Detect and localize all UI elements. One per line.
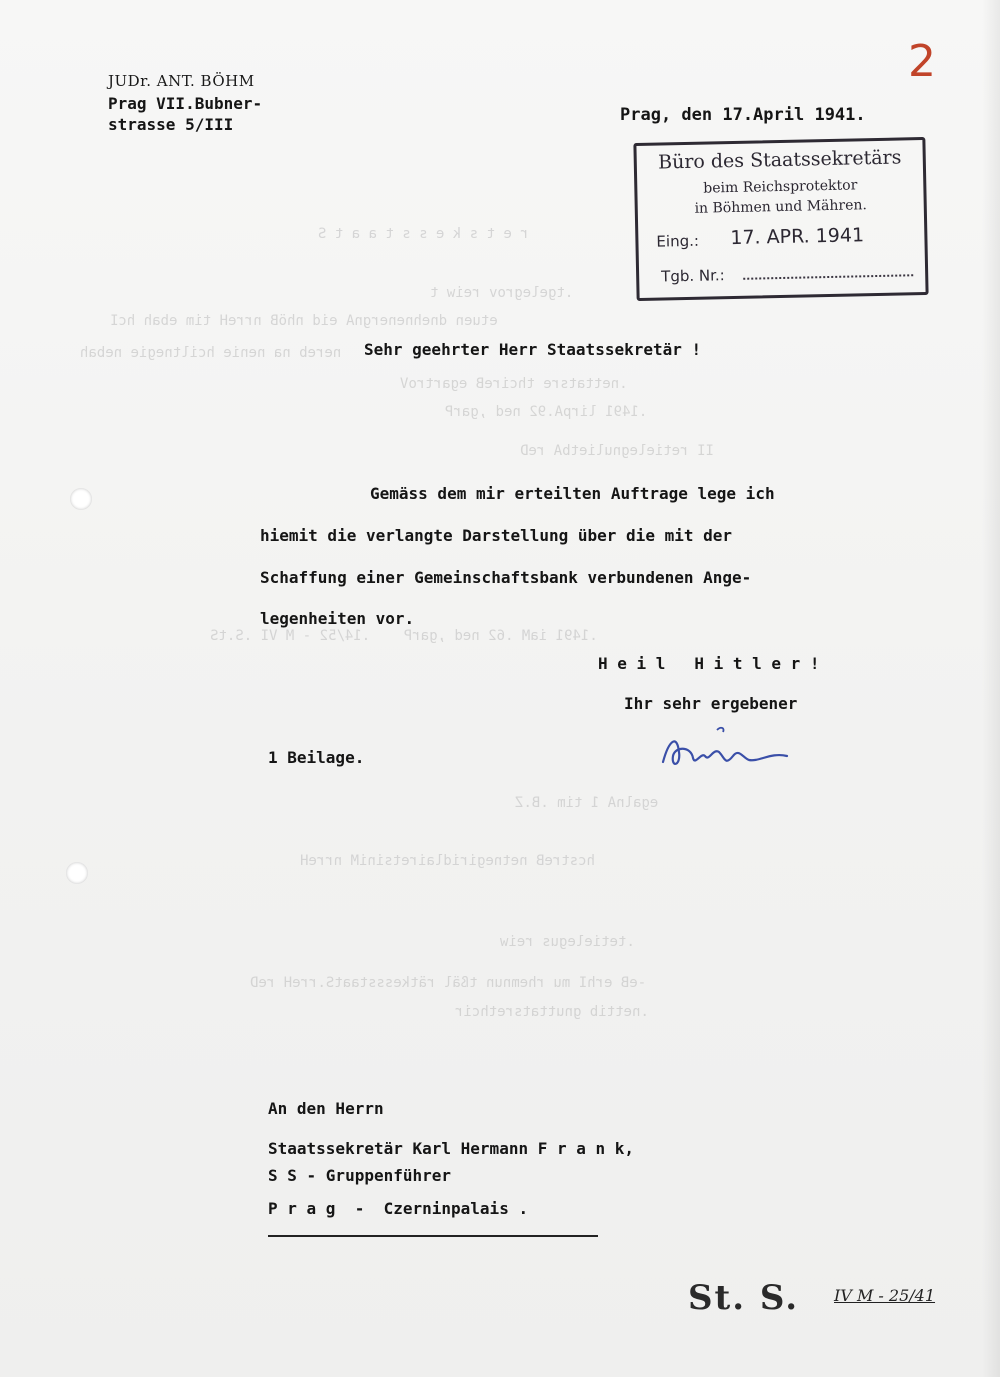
show-through-text: r e t s k e s s t a a t S	[318, 226, 529, 242]
page-edge-shadow	[982, 0, 1000, 1377]
show-through-text: .1491 iaM .62 ned ,garP .14/52 - M VI .S.tS	[210, 628, 598, 644]
recipient-line-4: P r a g - Czerninpalais .	[268, 1199, 529, 1218]
receipt-stamp	[633, 137, 928, 301]
show-through-text: .tetielegus reiw	[500, 934, 635, 950]
body-line-4: legenheiten vor.	[260, 609, 415, 628]
closing-formula: Ihr sehr ergebener	[624, 694, 798, 713]
show-through-text: .nettib gnuttatsrethcir	[455, 1004, 649, 1020]
recipient-line-3: S S - Gruppenführer	[268, 1166, 452, 1185]
stamp-office-line-2: beim Reichsprotektor	[703, 177, 858, 197]
show-through-text: .nettatsre thcireB egartroV	[400, 376, 628, 392]
show-through-text: egalnA 1 tim .B.Z	[515, 795, 659, 811]
stamp-received-date: 17. APR. 1941	[730, 224, 865, 250]
folio-number: 2	[908, 36, 936, 87]
stamp-journal-label: Tgb. Nr.:	[660, 266, 725, 286]
closing-greeting: H e i l H i t l e r !	[598, 654, 820, 673]
recipient-underline	[268, 1235, 598, 1237]
stamp-journal-line	[743, 274, 913, 280]
place-date: Prag, den 17.April 1941.	[620, 105, 866, 125]
punch-hole-lower	[66, 862, 88, 884]
stamp-office-line: Büro des Staatssekretärs	[657, 146, 902, 174]
show-through-text: .1491 lirpA.92 ned ,garP	[445, 404, 648, 420]
stamp-office-line-3: in Böhmen und Mähren.	[694, 197, 868, 217]
signature	[655, 722, 805, 782]
letterhead-address-line-1: Prag VII.Bubner-	[108, 94, 263, 113]
enclosure-note: 1 Beilage.	[268, 748, 365, 767]
show-through-text: hcstreB netnegiridlairetsiniM nrreH	[300, 853, 596, 869]
letterhead-name: JUDr. ANT. BÖHM	[108, 72, 255, 90]
show-through-text: .tgelegrov reiw t	[430, 285, 574, 301]
body-line-3: Schaffung einer Gemeinschaftsbank verbundenen Ange-	[260, 568, 752, 587]
file-reference: IV M - 25/41	[834, 1286, 936, 1305]
show-through-text: -eB erhI mu rhemnun tßäl rätkessstaatS.rreH reD	[250, 975, 647, 991]
letterhead-address-line-2: strasse 5/III	[108, 115, 234, 134]
body-line-1: Gemäss dem mir erteilten Auftrage lege ich	[370, 484, 775, 503]
office-mark-stamp: St. S.	[688, 1278, 800, 1318]
show-through-text: nereb na nenie hciltnegie nebah	[80, 345, 342, 361]
body-line-2: hiemit die verlangte Darstellung über die mit der	[260, 526, 733, 545]
recipient-line-1: An den Herrn	[268, 1099, 384, 1118]
show-through-text: etuen dnehnenergnA eid nhöB nrreH tim ebah hcI	[110, 313, 498, 329]
show-through-text: II retielegnulietbA reD	[520, 443, 714, 459]
stamp-received-label: Eing.:	[656, 231, 700, 251]
punch-hole-upper	[70, 488, 92, 510]
salutation: Sehr geehrter Herr Staatssekretär !	[364, 340, 702, 359]
recipient-line-2: Staatssekretär Karl Hermann F r a n k,	[268, 1139, 635, 1158]
